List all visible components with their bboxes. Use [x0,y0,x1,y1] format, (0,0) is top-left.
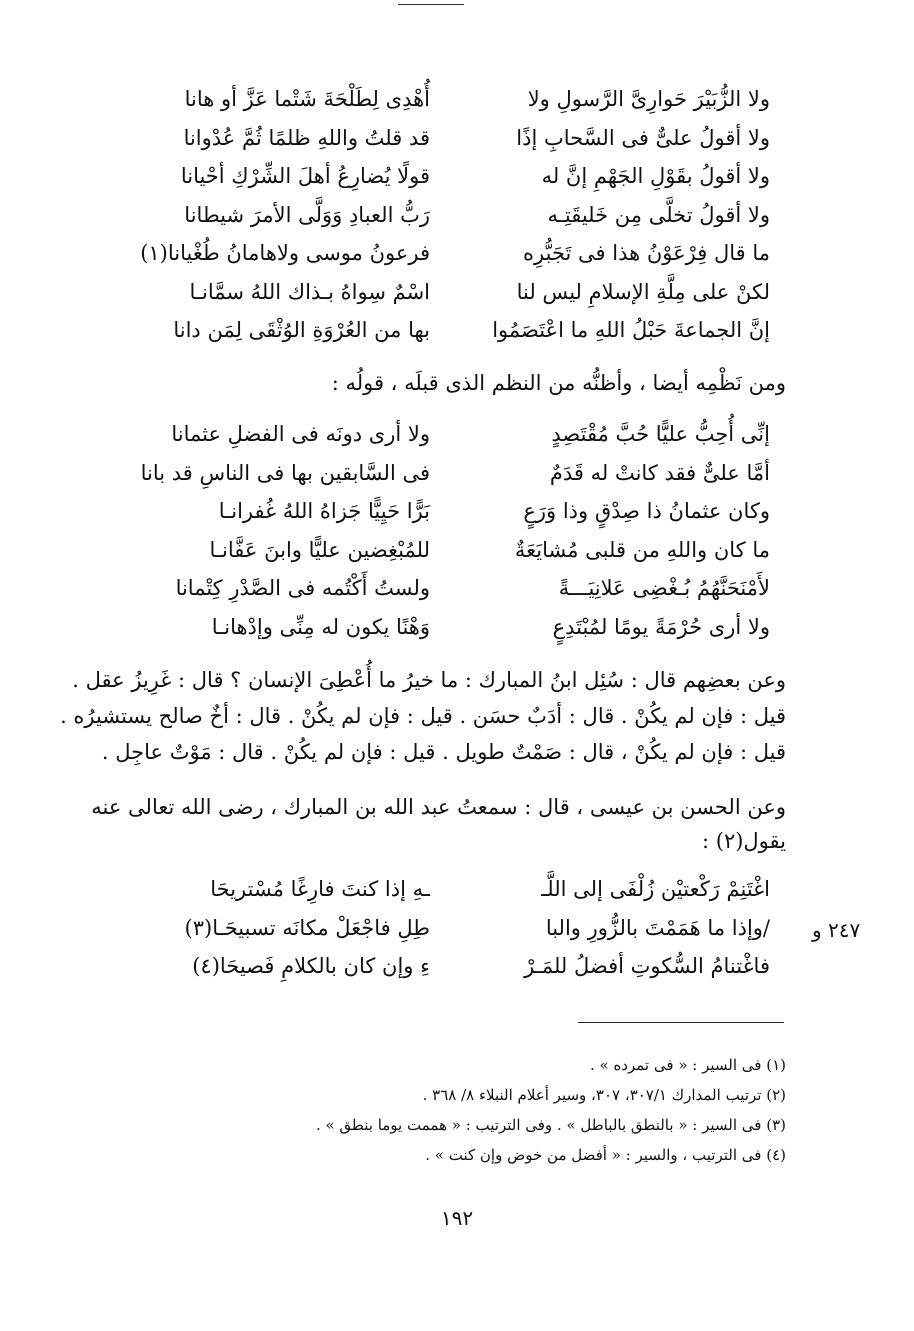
poem-block-3 [120,870,770,986]
verse-first-hemistich: ما قال فِرْعَوْنُ هذا فى تَجَبُّرِه [523,241,770,265]
prose-paragraph-3 [60,662,786,770]
verse-line [120,196,770,235]
verse-line [120,492,770,531]
verse-second-hemistich: بَرًّا حَيِيًّا جَزاهُ اللهُ غُفرانـا [218,499,430,523]
prose-line: وعن بعضِهم قال : سُئِل ابنُ المبارك : ما خيرُ ما أُعْطِىَ الإنسان ؟ قال : غَرِيزُ عقل . [72,668,786,692]
verse-first-hemistich: اغْتَنِمْ رَكْعتيْن زُلْفَى إلى اللَّـ [541,877,770,901]
verse-first-hemistich: إنِّى أُحِبُّ عليًّا حُبَّ مُقْتَصِدٍ [551,422,770,446]
verse-second-hemistich: فى السَّابقين بها فى الناسِ قد بانا [140,460,430,485]
verse-first-hemistich: لأَمْنَحَنَّهُمُ بُـغْضِى عَلانِيَـــةً [558,576,770,600]
footnote: (٢) ترتيب المدارك ٣٠٧/١، ٣٠٧، وسير أعلام النبلاء ٨/ ٣٦٨ . [422,1086,786,1104]
verse-first-hemistich: ولا الزُّبَيْرَ حَوارِىَّ الرَّسولِ ولا [527,87,770,111]
verse-line [120,608,770,647]
verse-line [120,273,770,312]
prose-intro-2 [100,365,786,401]
prose-line: قيل : فإن لم يكُنْ ، قال : صَمْتٌ طويل . قيل : فإن لم يكُنْ . قال : مَوْتٌ عاجِل . [101,740,786,764]
verse-first-hemistich: /وإذا ما هَمَمْتَ بالزُّورِ والبا [545,915,770,940]
verse-second-hemistich: أُهْدِى لِطَلْحَةَ شَتْما عَزَّ أو هانا [184,87,430,111]
verse-second-hemistich: وَهْنًا يكون له مِنِّى وإدْهانـا [211,614,430,639]
verse-second-hemistich: قولًا يُضارِعُ أهلَ الشِّرْكِ أحْيانا [180,164,430,188]
footnote-rule [578,1022,784,1023]
verse-line [120,531,770,570]
verse-first-hemistich: ما كان واللهِ من قلبى مُشايَعَةٌ [514,537,770,562]
top-rule [398,4,464,5]
verse-second-hemistich: قد قلتُ واللهِ ظلمًا ثُمَّ عُدْوانا [183,125,430,150]
verse-first-hemistich: ولا أقولُ بقَوْلِ الجَهْمِ إنَّ له [541,164,770,188]
margin-folio-note: ٢٤٧ و [812,918,861,942]
verse-second-hemistich: للمُبْغِضين عليًّا وابنَ عَفَّانـا [209,537,430,562]
verse-line [120,909,770,948]
footnote: (١) فى السير : « فى تمرده » . [589,1056,786,1074]
verse-first-hemistich: إنَّ الجماعةَ حَبْلُ اللهِ ما اعْتَصَمُوا [492,318,770,342]
verse-line [120,415,770,454]
prose-line: ومن نَظْمِه أيضا ، وأظنُّه من النظم الذى قبلَه ، قولُه : [331,371,786,395]
verse-second-hemistich: ءِ وإن كان بالكلامِ فَصيحَا(٤) [192,954,430,978]
verse-line [120,569,770,608]
footnotes [200,1050,786,1170]
verse-second-hemistich: رَبُّ العبادِ وَوَلَّى الأمرَ شيطانا [184,202,430,227]
verse-line [120,80,770,119]
verse-second-hemistich: ـهِ إذا كنتَ فارِغًا مُسْتريحَا [210,877,430,901]
poem-block-1 [120,80,770,350]
footnote: (٣) فى السير : « بالنطق بالباطل » . وفى الترتيب : « هممت يوما بنطق » . [315,1116,786,1134]
verse-line [120,454,770,493]
verse-first-hemistich: أمَّا علىٌّ فقد كانتْ له قَدَمٌ [549,460,770,485]
verse-line [120,157,770,196]
verse-first-hemistich: ولا أرى حُرْمَةً يومًا لمُبْتَدِعٍ [552,614,770,639]
poem-block-2 [120,415,770,646]
verse-first-hemistich: لكنْ على مِلَّةِ الإسلامِ ليس لنا [516,279,770,304]
verse-first-hemistich: وكان عثمانُ ذا صِدْقٍ وذا وَرَعٍ [523,499,770,523]
page-number: ١٩٢ [440,1206,474,1230]
verse-first-hemistich: فاغْتنامُ السُّكوتِ أفضلُ للمَـرْ [524,954,770,978]
footnote: (٤) فى الترتيب ، والسير : « أفضل من خوض وإن كنت » . [425,1146,786,1164]
verse-line [120,311,770,350]
verse-second-hemistich: ولا أرى دونَه فى الفضلِ عثمانا [171,422,430,446]
verse-second-hemistich: طِلِ فاجْعَلْ مكانَه تسبيحَـا(٣) [184,915,430,940]
verse-second-hemistich: بها من العُرْوَةِ الوُثْقَى لِمَن دانا [173,318,430,342]
verse-first-hemistich: ولا أقولُ تخلَّى مِن خَليقَتِـه [547,202,770,227]
verse-second-hemistich: فرعونُ موسى ولاهامانُ طُغْيانا(١) [140,241,430,265]
verse-line [120,870,770,909]
prose-line: يقول(٢) : [701,829,786,853]
verse-line [120,234,770,273]
verse-line [120,119,770,158]
verse-second-hemistich: ولستُ أَكْتُمه فى الصَّدْرِ كِتْمانا [175,576,430,600]
prose-paragraph-4 [91,790,786,858]
verse-second-hemistich: اسْمٌ سِواهُ بـذاك اللهُ سمَّانـا [189,279,430,304]
prose-line: قيل : فإن لم يكُنْ . قال : أدَبٌ حسَن . قيل : فإن لم يكُنْ . قال : أخٌ صالح يستشيرُه . [60,704,786,728]
verse-first-hemistich: ولا أقولُ علىٌّ فى السَّحابِ إذًا [516,125,770,150]
verse-line [120,947,770,986]
prose-line: وعن الحسن بن عيسى ، قال : سمعتُ عبد الله بن المبارك ، رضى الله تعالى عنه [91,795,786,819]
